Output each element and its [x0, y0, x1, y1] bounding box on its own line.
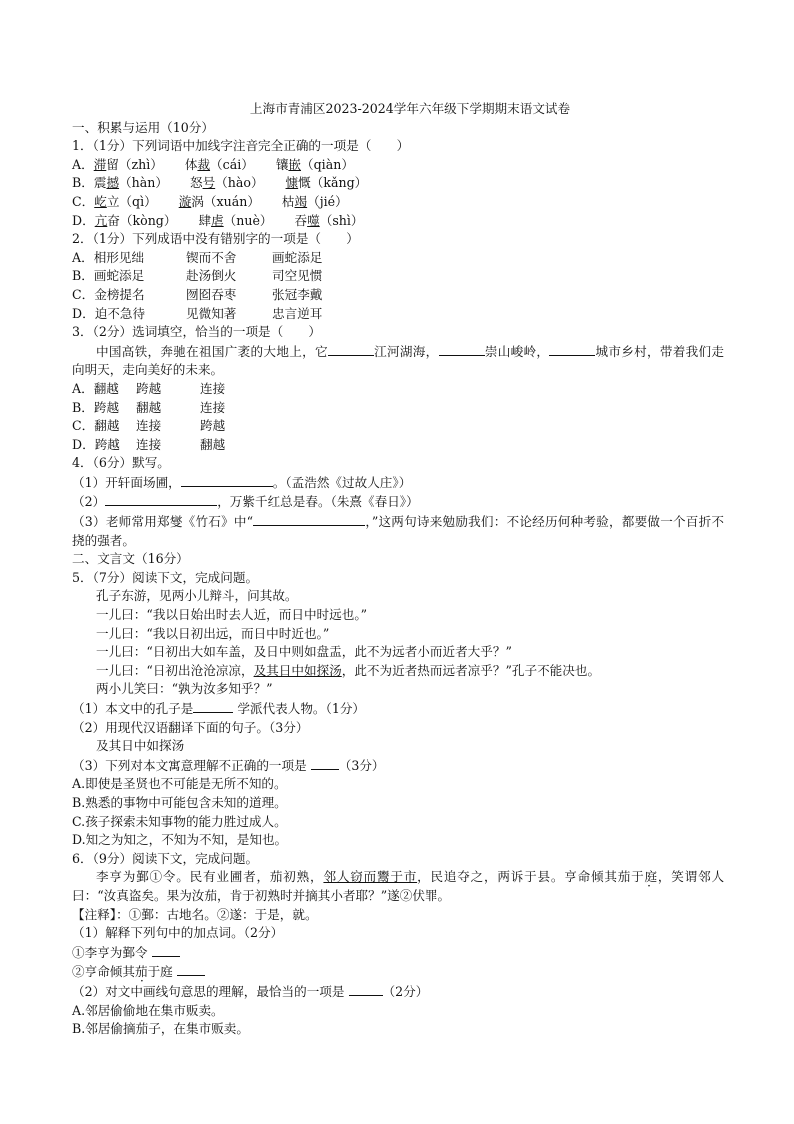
q5-sub-3: （3）下列对本文寓意理解不正确的一项是 （3分） — [72, 757, 385, 773]
q6-option-a: A.邻居偷偷地在集市贩卖。 — [72, 1002, 224, 1018]
answer-blank[interactable] — [311, 756, 339, 770]
section-heading-2: 二、文言文（16分） — [72, 551, 189, 567]
q5-text-line-6: 两小儿笑曰：“孰为汝多知乎？” — [96, 681, 273, 697]
q1-option-d: D．亢奋（kòng） 肆虐（nuè） 吞噬（shì） — [72, 212, 364, 228]
answer-blank[interactable] — [177, 962, 205, 976]
q5-sub-1: （1）本文中的孔子是 学派代表人物。（1分） — [72, 701, 366, 716]
q5-option-d: D.知之为知之，不知为不知，是知也。 — [72, 832, 288, 848]
answer-blank[interactable] — [349, 982, 383, 996]
q5-text-line-3: 一儿曰：“我以日初出远，而日中时近也。” — [96, 625, 330, 641]
answer-blank[interactable] — [105, 492, 217, 506]
q5-option-b: B.熟悉的事物中可能包含未知的道理。 — [72, 794, 287, 810]
q3-passage: 中国高铁，奔驰在祖国广袤的大地上，它 江河湖海， 崇山峻岭， 城市乡村，带着我们走向明天，走向美好的未来。 — [72, 343, 725, 378]
section-heading-1: 一、积累与运用（10分） — [72, 119, 214, 135]
q2-option-c: C．金榜提名 囫囵吞枣 张冠李戴 — [72, 286, 323, 302]
q2-option-a: A．相形见绌 锲而不舍 画蛇添足 — [72, 249, 323, 265]
q6-sub-1: （1）解释下列句中的加点词。（2分） — [72, 925, 284, 941]
q6-note: 【注释】：①鄞：古地名。②遂：于是，就。 — [72, 906, 318, 922]
q5-text-line-5: 一儿曰：“日初出沧沧凉凉，及其日中如探汤，此不为近者热而远者凉乎？”孔子不能决也。 — [96, 662, 601, 678]
q4-sub-2: （2） ，万紫千红总是春。（朱熹《春日》） — [72, 494, 419, 510]
q4-sub-1: （1）开轩面场圃， 。（孟浩然《过故人庄》） — [72, 474, 412, 490]
q5-sub-2-sentence: 及其日中如探汤 — [96, 738, 185, 754]
q2-option-d: D．迫不急待 见微知著 忠言逆耳 — [72, 305, 323, 321]
q6-sub-1-b: ②亨命倾其茄于庭 — [72, 962, 724, 982]
question-5-stem: 5．（7分）阅读下文，完成问题。 — [72, 569, 259, 585]
q5-option-c: C.孩子探索未知事物的能力胜过成人。 — [72, 813, 287, 829]
answer-blank[interactable] — [253, 512, 365, 526]
answer-blank[interactable] — [181, 473, 273, 487]
q5-text-line-2: 一儿曰：“我以日始出时去人近，而日中时远也。” — [96, 607, 368, 623]
q1-option-b: B．震撼（hàn） 怒号（hào） 慷慨（kǎng） — [72, 175, 368, 191]
exam-page — [72, 100, 724, 1039]
q3-option-b: B．跨越 翻越 连接 — [72, 399, 226, 415]
q6-option-b: B.邻居偷摘茄子，在集市贩卖。 — [72, 1021, 249, 1037]
q5-text-line-4: 一儿曰：“日初出大如车盖，及日中则如盘盂，此不为远者小而近者大乎？” — [96, 644, 512, 660]
question-1-stem: 1．（1分）下列词语中加线字注音完全正确的一项是（ ） — [72, 138, 410, 154]
q3-option-a: A．翻越 跨越 连接 — [72, 380, 226, 396]
q3-option-c: C．翻越 连接 跨越 — [72, 418, 226, 434]
question-4-stem: 4．（6分）默写。 — [72, 455, 170, 471]
q6-passage: 李亨为鄞①令。民有业圃者，茄初熟，邻人窃而鬻于市，民追夺之，两诉于县。亨命倾其茄 ·于庭，笑谓邻人曰：“汝真盗矣。果为汝茄，肯于初熟时并摘其小者耶？”遂②伏罪。 — [72, 868, 724, 905]
q5-text-line-1: 孔子东游，见两小儿辩斗，问其故。 — [96, 588, 298, 604]
q6-sub-2: （2）对文中画线句意思的理解，最恰当的一项是 （2分） — [72, 983, 429, 999]
q5-sub-2: （2）用现代汉语翻译下面的句子。（3分） — [72, 719, 309, 735]
question-2-stem: 2．（1分）下列成语中没有错别字的一项是（ ） — [72, 231, 359, 247]
q1-option-a: A．滞留（zhì） 体裁（cái） 镶嵌（qiàn） — [72, 156, 354, 172]
q5-option-a: A.即使是圣贤也不可能是无所不知的。 — [72, 776, 287, 792]
q2-option-b: B．画蛇添足 赴汤倒火 司空见惯 — [72, 268, 323, 284]
q6-sub-1-a: ①李亨为鄞令 — [72, 943, 724, 963]
page-title: 上海市青浦区2023-2024学年六年级下学期期末语文试卷 — [249, 101, 571, 116]
q3-option-d: D．跨越 连接 翻越 — [72, 436, 226, 452]
q1-option-c: C．屹立（qì） 漩涡（xuán） 枯竭（jié） — [72, 193, 348, 209]
question-3-stem: 3．（2分）选词填空，恰当的一项是（ ） — [72, 324, 322, 340]
q4-sub-3: （3）老师常用郑燮《竹石》中“ ，”这两句诗来勉励我们：不论经历何种考验，都要做一个百折不挠的强者。 — [72, 514, 725, 548]
answer-blank[interactable] — [193, 699, 233, 713]
answer-blank[interactable] — [152, 943, 180, 957]
question-6-stem: 6．（9分）阅读下文，完成问题。 — [72, 850, 259, 866]
